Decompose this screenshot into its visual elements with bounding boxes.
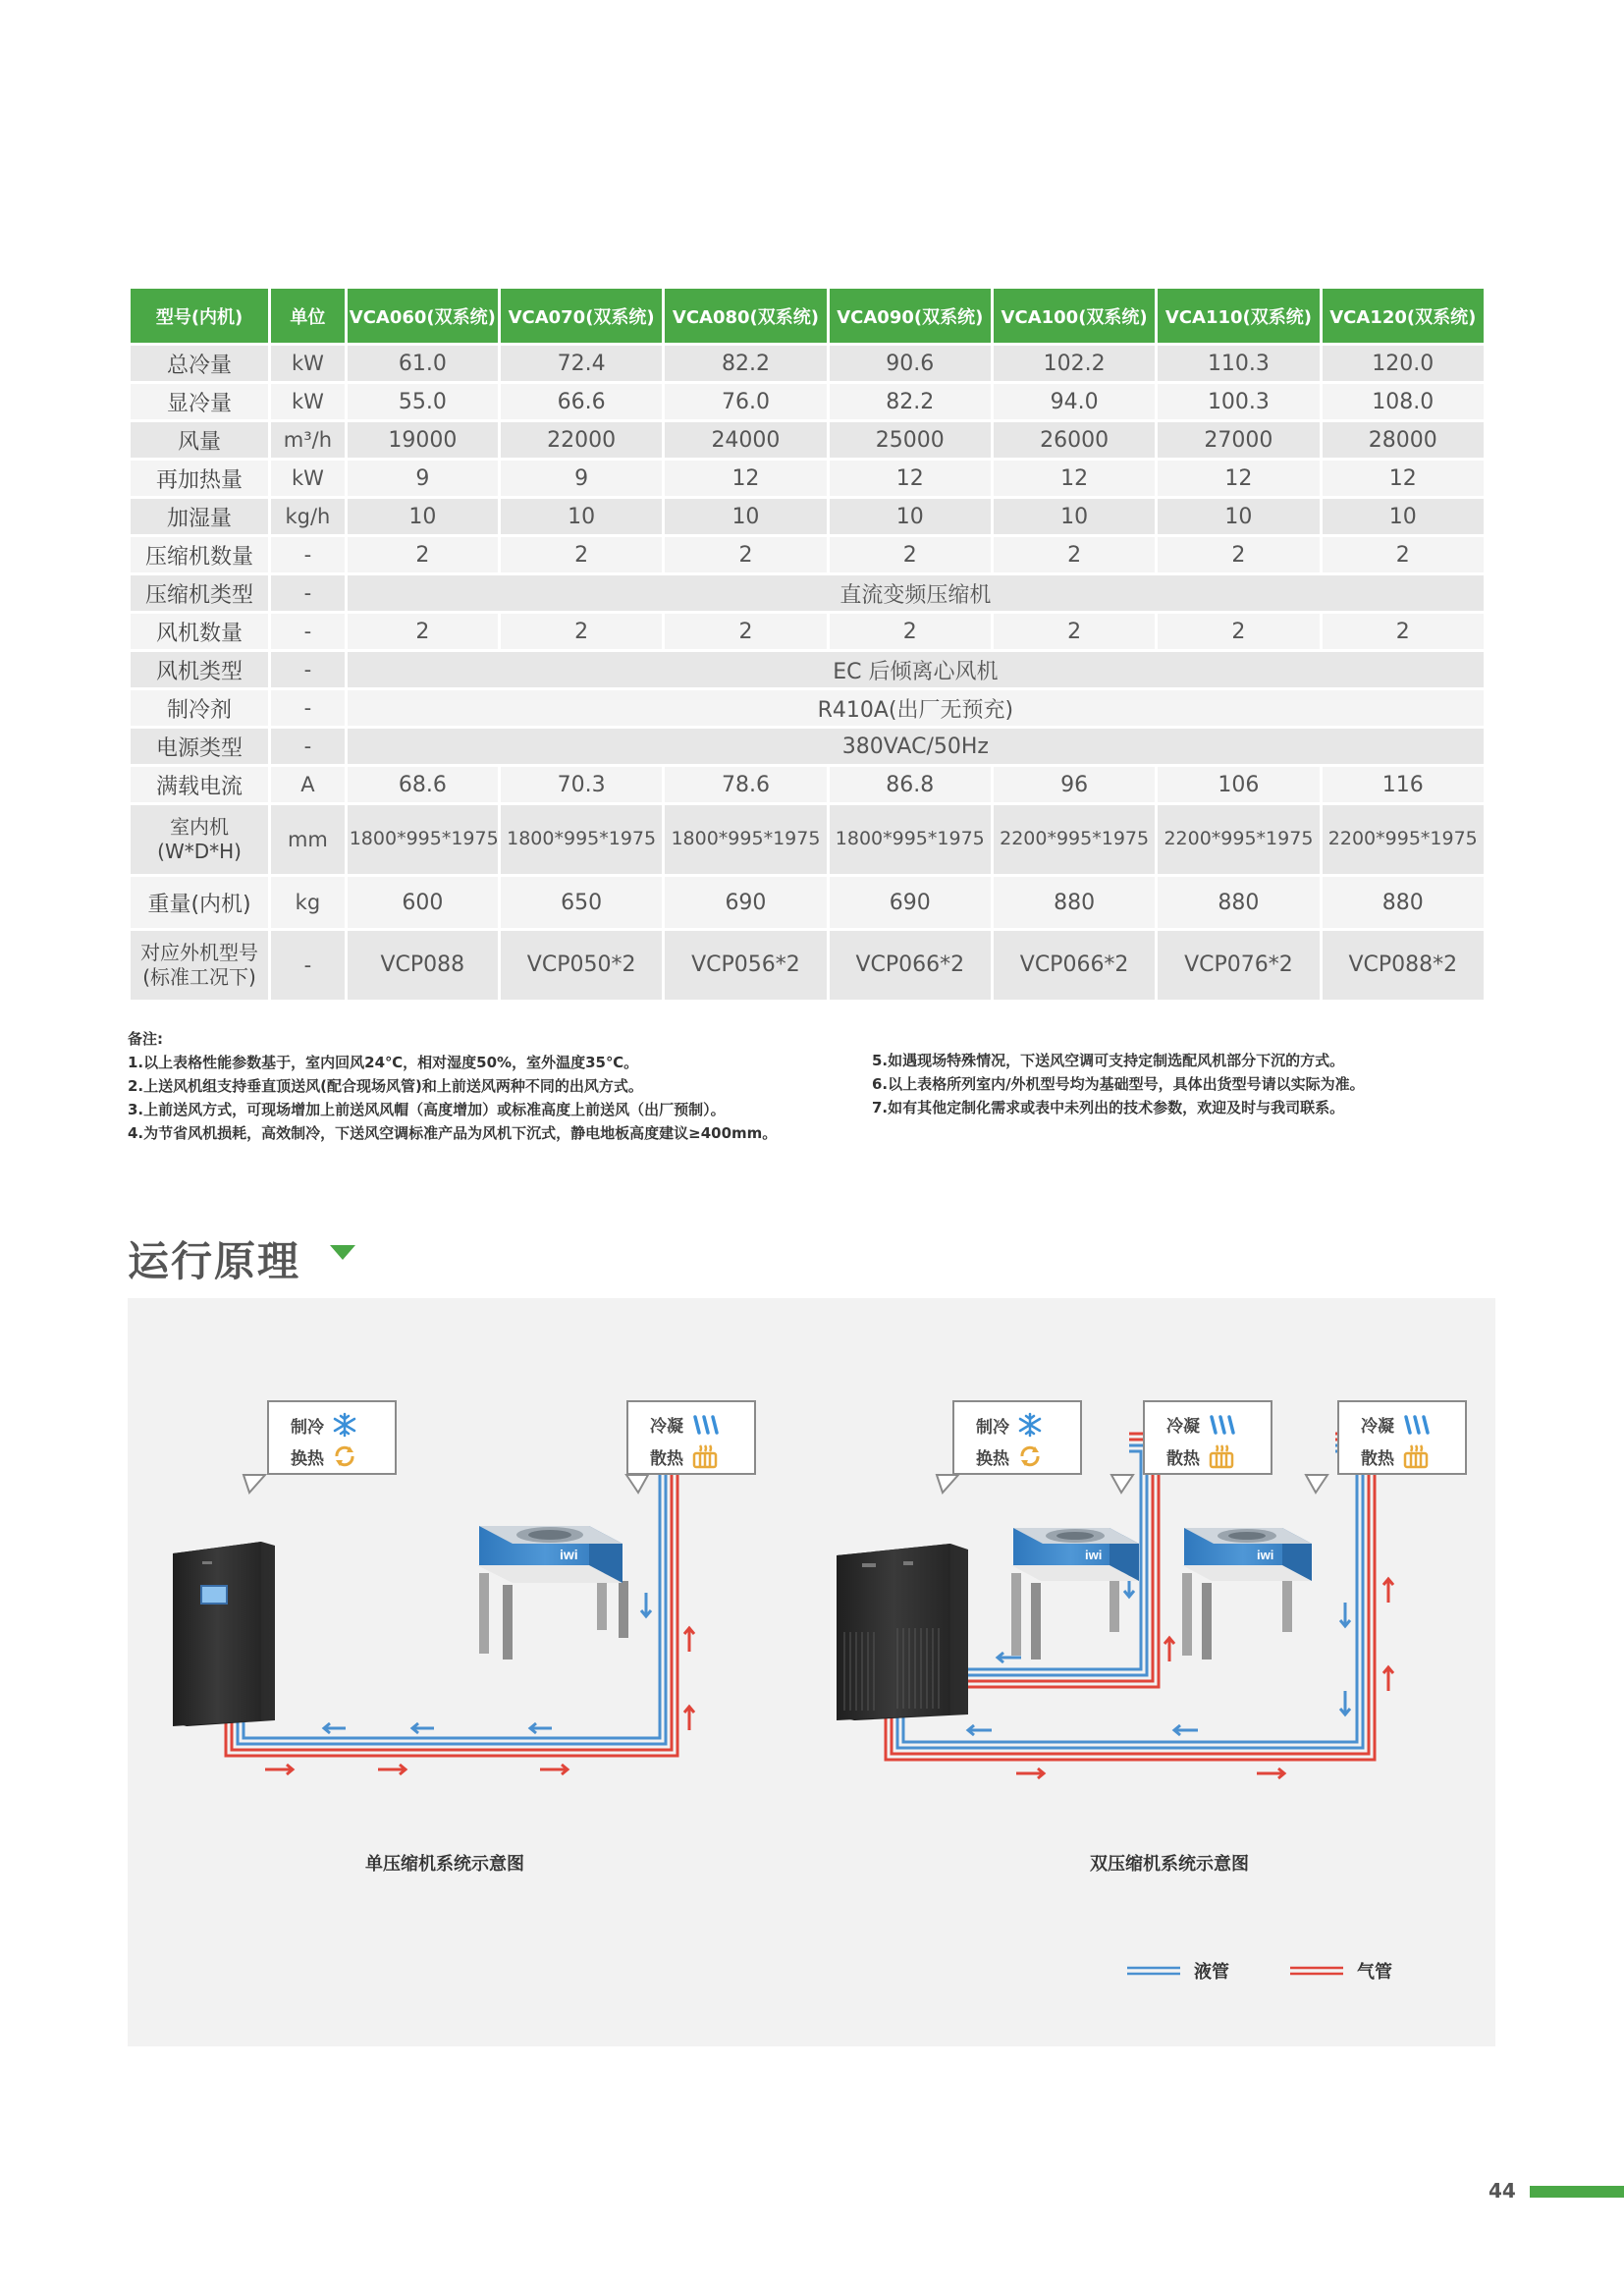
table-cell: 10 <box>665 499 826 534</box>
table-cell: 10 <box>830 499 991 534</box>
table-cell: 2200*995*1975 <box>1323 805 1484 874</box>
row-label: 室内机 (W*D*H) <box>131 805 268 874</box>
header-vca080: VCA080(双系统) <box>665 289 826 343</box>
table-cell: 10 <box>1158 499 1319 534</box>
footer-accent-bar <box>1530 2186 1624 2198</box>
table-cell: 106 <box>1158 767 1319 802</box>
table-cell: 55.0 <box>348 384 498 419</box>
table-cell: 9 <box>348 461 498 496</box>
table-cell: 9 <box>501 461 662 496</box>
table-cell: 68.6 <box>348 767 498 802</box>
row-unit: - <box>271 931 345 1000</box>
table-cell: 2 <box>501 537 662 572</box>
indoor-callout <box>267 1400 397 1475</box>
row-unit: - <box>271 575 345 611</box>
table-row <box>131 346 1484 381</box>
table-cell: 12 <box>830 461 991 496</box>
outdoor-callout <box>1337 1400 1467 1475</box>
table-cell: 76.0 <box>665 384 826 419</box>
outdoor-callout <box>626 1400 756 1475</box>
header-vca090: VCA090(双系统) <box>830 289 991 343</box>
table-cell: 22000 <box>501 422 662 458</box>
outdoor-unit <box>1011 1528 1139 1659</box>
header-vca110: VCA110(双系统) <box>1158 289 1319 343</box>
table-cell: 2 <box>1323 614 1484 649</box>
table-cell: 2 <box>1158 537 1319 572</box>
table-cell: 102.2 <box>994 346 1155 381</box>
merged-cell: R410A(出厂无预充) <box>348 690 1484 726</box>
table-cell: 2200*995*1975 <box>994 805 1155 874</box>
notes-right <box>872 1049 1500 1119</box>
condense-wind-icon <box>691 1413 719 1437</box>
row-label: 风机类型 <box>131 652 268 687</box>
legend-liquid-label: 液管 <box>1194 1962 1229 1983</box>
row-unit: kg/h <box>271 499 345 534</box>
table-cell: 90.6 <box>830 346 991 381</box>
table-row <box>131 422 1484 458</box>
table-cell: 10 <box>348 499 498 534</box>
table-cell: 96 <box>994 767 1155 802</box>
legend-liquid <box>1127 1958 1229 1984</box>
table-cell: 690 <box>665 877 826 928</box>
table-cell: 72.4 <box>501 346 662 381</box>
table-cell: 12 <box>665 461 826 496</box>
table-cell: 94.0 <box>994 384 1155 419</box>
header-model: 型号(内机) <box>131 289 268 343</box>
table-cell: 2 <box>501 614 662 649</box>
row-unit: m³/h <box>271 422 345 458</box>
header-unit: 单位 <box>271 289 345 343</box>
note-item: 7.如有其他定制化需求或表中未列出的技术参数，欢迎及时与我司联系。 <box>872 1099 1345 1116</box>
callout-label: 制冷 <box>976 1417 1009 1438</box>
table-cell: 100.3 <box>1158 384 1319 419</box>
header-vca060: VCA060(双系统) <box>348 289 498 343</box>
table-cell: 650 <box>501 877 662 928</box>
table-cell: 12 <box>1323 461 1484 496</box>
note-item: 6.以上表格所列室内/外机型号均为基础型号，具体出货型号请以实际为准。 <box>872 1075 1365 1093</box>
table-cell: 1800*995*1975 <box>830 805 991 874</box>
row-label: 风量 <box>131 422 268 458</box>
table-cell: 880 <box>1158 877 1319 928</box>
table-row <box>131 384 1484 419</box>
gas-pipe-swatch <box>1290 1965 1343 1977</box>
row-unit: - <box>271 614 345 649</box>
heat-exchange-icon <box>1017 1443 1043 1469</box>
single-system-caption: 单压缩机系统示意图 <box>365 1854 524 1875</box>
indoor-callout <box>952 1400 1082 1475</box>
merged-cell: 直流变频压缩机 <box>348 575 1484 611</box>
row-unit: kW <box>271 461 345 496</box>
brand-logo: iwi <box>1085 1548 1103 1562</box>
table-cell: 120.0 <box>1323 346 1484 381</box>
table-row <box>131 614 1484 649</box>
table-cell: 2200*995*1975 <box>1158 805 1319 874</box>
table-cell: 690 <box>830 877 991 928</box>
callout-label: 换热 <box>976 1448 1009 1469</box>
table-row <box>131 767 1484 802</box>
diagram-panel <box>128 1298 1495 2046</box>
row-label: 加湿量 <box>131 499 268 534</box>
table-cell: 2 <box>830 537 991 572</box>
double-system-caption: 双压缩机系统示意图 <box>1090 1854 1249 1875</box>
callout-label: 制冷 <box>291 1417 324 1438</box>
table-row <box>131 652 1484 687</box>
table-cell: 116 <box>1323 767 1484 802</box>
table-header-row <box>131 289 1484 343</box>
brand-logo: iwi <box>560 1547 578 1562</box>
double-compressor-system <box>837 1434 1393 1778</box>
table-cell: 10 <box>501 499 662 534</box>
callout-label: 散热 <box>1166 1448 1200 1469</box>
table-cell: 2 <box>1323 537 1484 572</box>
table-cell: 27000 <box>1158 422 1319 458</box>
brand-logo: iwi <box>1257 1548 1274 1562</box>
table-cell: 2 <box>348 537 498 572</box>
legend-gas-label: 气管 <box>1357 1962 1392 1983</box>
row-label: 显冷量 <box>131 384 268 419</box>
gas-pipe <box>226 1426 677 1756</box>
table-row <box>131 461 1484 496</box>
table-cell: VCP050*2 <box>501 931 662 1000</box>
table-cell: VCP088 <box>348 931 498 1000</box>
row-unit: kW <box>271 384 345 419</box>
table-row <box>131 931 1484 1000</box>
heat-radiator-icon <box>691 1443 719 1469</box>
row-label: 风机数量 <box>131 614 268 649</box>
note-item: 4.为节省风机损耗，高效制冷，下送风空调标准产品为风机下沉式，静电地板高度建议≥400mm。 <box>128 1124 778 1142</box>
row-unit: kW <box>271 346 345 381</box>
spec-table <box>128 286 1487 1003</box>
callout-label: 冷凝 <box>650 1417 683 1437</box>
table-cell: 600 <box>348 877 498 928</box>
table-cell: VCP066*2 <box>994 931 1155 1000</box>
table-cell: 2 <box>994 614 1155 649</box>
row-unit: - <box>271 537 345 572</box>
heat-exchange-icon <box>332 1443 357 1469</box>
table-cell: 2 <box>665 614 826 649</box>
table-cell: 61.0 <box>348 346 498 381</box>
note-item: 1.以上表格性能参数基于，室内回风24℃，相对湿度50%，室外温度35℃。 <box>128 1054 639 1071</box>
callout-label: 冷凝 <box>1361 1417 1394 1437</box>
callout-label: 散热 <box>650 1448 683 1469</box>
row-unit: - <box>271 690 345 726</box>
condense-wind-icon <box>1402 1413 1430 1437</box>
table-row <box>131 729 1484 764</box>
note-item: 3.上前送风方式，可现场增加上前送风风帽（高度增加）或标准高度上前送风（出厂预制）。 <box>128 1101 726 1118</box>
table-cell: VCP088*2 <box>1323 931 1484 1000</box>
row-label: 压缩机类型 <box>131 575 268 611</box>
table-cell: 2 <box>348 614 498 649</box>
snowflake-icon <box>1017 1412 1043 1438</box>
table-cell: 2 <box>665 537 826 572</box>
table-cell: 10 <box>1323 499 1484 534</box>
table-cell: 70.3 <box>501 767 662 802</box>
row-label: 压缩机数量 <box>131 537 268 572</box>
table-cell: 880 <box>1323 877 1484 928</box>
heat-radiator-icon <box>1402 1443 1430 1469</box>
outdoor-unit <box>477 1526 628 1659</box>
row-label: 满载电流 <box>131 767 268 802</box>
table-cell: 26000 <box>994 422 1155 458</box>
table-cell: 10 <box>994 499 1155 534</box>
table-cell: 1800*995*1975 <box>501 805 662 874</box>
table-cell: 2 <box>994 537 1155 572</box>
table-cell: 1800*995*1975 <box>665 805 826 874</box>
callout-label: 冷凝 <box>1166 1417 1200 1437</box>
callout-label: 散热 <box>1361 1448 1394 1469</box>
section-title: 运行原理 <box>128 1237 301 1285</box>
merged-cell: EC 后倾离心风机 <box>348 652 1484 687</box>
table-row <box>131 690 1484 726</box>
table-cell: 2 <box>1158 614 1319 649</box>
table-cell: 2 <box>830 614 991 649</box>
row-unit: kg <box>271 877 345 928</box>
table-cell: 12 <box>1158 461 1319 496</box>
page-number: 44 <box>1489 2179 1516 2203</box>
table-cell: 19000 <box>348 422 498 458</box>
row-unit: mm <box>271 805 345 874</box>
row-unit: A <box>271 767 345 802</box>
table-cell: 82.2 <box>830 384 991 419</box>
table-row <box>131 805 1484 874</box>
row-label: 总冷量 <box>131 346 268 381</box>
table-cell: 108.0 <box>1323 384 1484 419</box>
row-unit: - <box>271 652 345 687</box>
table-cell: VCP076*2 <box>1158 931 1319 1000</box>
row-label: 重量(内机) <box>131 877 268 928</box>
table-row <box>131 537 1484 572</box>
triangle-down-icon <box>330 1245 355 1261</box>
row-label: 制冷剂 <box>131 690 268 726</box>
header-vca070: VCA070(双系统) <box>501 289 662 343</box>
row-label: 对应外机型号 (标准工况下) <box>131 931 268 1000</box>
outdoor-callout <box>1143 1400 1272 1475</box>
table-row <box>131 499 1484 534</box>
table-row <box>131 877 1484 928</box>
table-cell: 1800*995*1975 <box>348 805 498 874</box>
header-vca120: VCA120(双系统) <box>1323 289 1484 343</box>
row-label: 再加热量 <box>131 461 268 496</box>
note-item: 5.如遇现场特殊情况，下送风空调可支持定制选配风机部分下沉的方式。 <box>872 1052 1345 1069</box>
indoor-unit <box>837 1544 968 1720</box>
table-cell: 78.6 <box>665 767 826 802</box>
merged-cell: 380VAC/50Hz <box>348 729 1484 764</box>
table-cell: VCP056*2 <box>665 931 826 1000</box>
table-cell: 25000 <box>830 422 991 458</box>
outdoor-unit <box>1182 1528 1312 1659</box>
liquid-pipe-swatch <box>1127 1965 1180 1977</box>
legend-gas <box>1290 1958 1392 1984</box>
callout-label: 换热 <box>291 1448 324 1469</box>
table-cell: 12 <box>994 461 1155 496</box>
indoor-unit <box>173 1542 275 1726</box>
snowflake-icon <box>332 1412 357 1438</box>
condense-wind-icon <box>1208 1413 1235 1437</box>
notes-title: 备注: <box>128 1030 163 1048</box>
table-cell: 28000 <box>1323 422 1484 458</box>
notes-left <box>128 1027 874 1145</box>
table-cell: 82.2 <box>665 346 826 381</box>
row-label: 电源类型 <box>131 729 268 764</box>
row-unit: - <box>271 729 345 764</box>
note-item: 2.上送风机组支持垂直顶送风(配合现场风管)和上前送风两种不同的出风方式。 <box>128 1077 643 1095</box>
table-row <box>131 575 1484 611</box>
table-cell: 86.8 <box>830 767 991 802</box>
table-cell: 66.6 <box>501 384 662 419</box>
table-body <box>131 346 1484 1000</box>
heat-radiator-icon <box>1208 1443 1235 1469</box>
header-vca100: VCA100(双系统) <box>994 289 1155 343</box>
table-cell: 110.3 <box>1158 346 1319 381</box>
table-cell: VCP066*2 <box>830 931 991 1000</box>
table-cell: 880 <box>994 877 1155 928</box>
table-cell: 24000 <box>665 422 826 458</box>
